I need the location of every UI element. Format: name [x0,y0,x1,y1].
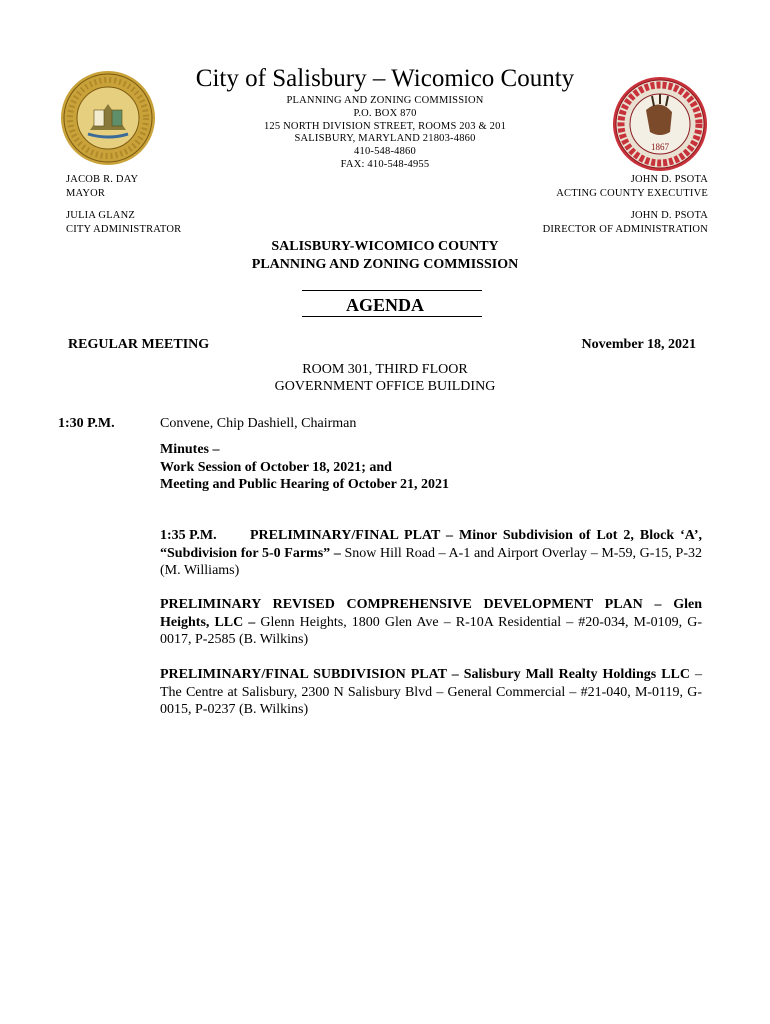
official-mayor [66,173,138,201]
official-city-administrator [66,209,181,237]
agenda-item-heading: PRELIMINARY/FINAL SUBDIVISION PLAT – Salisbury Mall Realty Holdings LLC [160,667,690,682]
commission-heading [0,238,770,274]
address-line: SALISBURY, MARYLAND 21803-4860 [294,133,476,145]
official-title: CITY ADMINISTRATOR [66,224,182,235]
address-line: PLANNING AND ZONING COMMISSION [286,95,484,106]
official-name: JULIA GLANZ [66,210,135,221]
agenda-item-heading: PRELIMINARY/FINAL PLAT – Minor Subdivision of Lot 2, Block ‘A’, “Subdivision for 5-0 Farms” – [160,528,702,561]
minutes-line: Work Session of October 18, 2021; and [160,459,392,475]
meeting-date: November 18, 2021 [581,337,696,352]
convene-text: Convene, Chip Dashiell, Chairman [160,416,357,431]
agenda-title: AGENDA [345,295,424,315]
commission-line: SALISBURY-WICOMICO COUNTY [271,239,499,254]
address-line: 125 NORTH DIVISION STREET, ROOMS 203 & 201 [263,120,507,132]
minutes-block [160,441,449,494]
address-line: FAX: 410-548-4955 [340,158,430,170]
commission-line: PLANNING AND ZONING COMMISSION [251,257,519,272]
agenda-item-time: 1:35 P.M. [160,528,217,543]
location-line: GOVERNMENT OFFICE BUILDING [274,379,496,394]
official-name: JOHN D. PSOTA [630,174,708,185]
official-title: DIRECTOR OF ADMINISTRATION [542,224,708,235]
official-director-administration [440,209,708,237]
agenda-item-3 [160,666,702,719]
agenda-item-2 [160,596,702,649]
convene-time: 1:30 P.M. [58,416,115,431]
agenda-item-detail: Snow Hill Road – A-1 and Airport Overlay – M-59, G-15, P-32 (M. Williams) [160,545,702,578]
official-name: JOHN D. PSOTA [630,210,708,221]
address-block [0,95,770,172]
address-line: 410-548-4860 [354,146,416,158]
agenda-item-detail: – The Centre at Salisbury, 2300 N Salisbury Blvd – General Commercial – #21-040, M-0119, G-0015, P-0237 (B. Wilkins) [160,667,702,717]
agenda-rule-bottom [302,316,482,317]
county-seal-year: 1867 [651,142,669,152]
minutes-line: Meeting and Public Hearing of October 21, 2021 [160,477,450,492]
official-county-executive [440,173,708,201]
location-line: ROOM 301, THIRD FLOOR [302,362,468,377]
agenda-rule-top [302,290,482,291]
agenda-item-1 [160,527,702,580]
page-title: City of Salisbury – Wicomico County [195,65,575,92]
official-title: ACTING COUNTY EXECUTIVE [556,188,708,199]
official-title: MAYOR [66,188,106,199]
agenda-item-detail: Glenn Heights, 1800 Glen Ave – R-10A Residential – #20-034, M-0109, G-0017, P-2585 (B. Wilkins) [160,614,702,647]
agenda-item-heading: PRELIMINARY REVISED COMPREHENSIVE DEVELOPMENT PLAN – Glen Heights, LLC – [160,597,702,630]
minutes-line: Minutes – [160,442,220,457]
meeting-location [0,361,770,395]
meeting-type: REGULAR MEETING [68,337,210,352]
official-name: JACOB R. DAY [66,174,139,185]
address-line: P.O. BOX 870 [353,107,417,119]
